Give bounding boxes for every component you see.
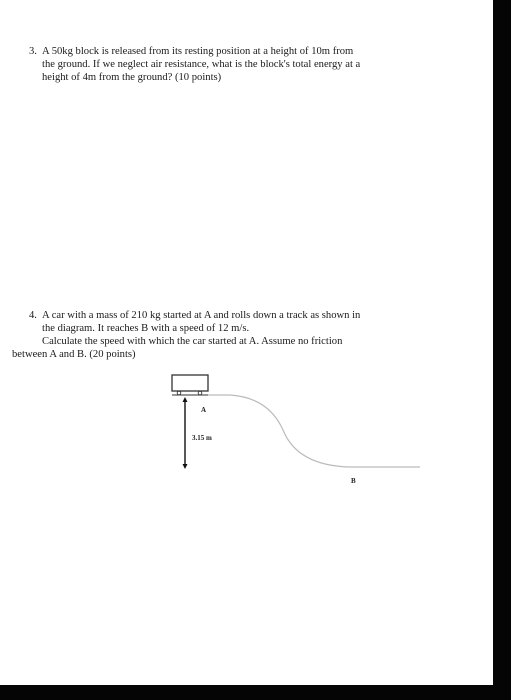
point-a-label: A [201,406,207,414]
height-arrow-head-bottom [183,464,188,469]
bottom-border [0,685,511,700]
car-wheel [198,391,202,395]
track-diagram [150,370,430,490]
question-4-number: 4. [29,310,37,321]
question-3-text-line: the ground. If we neglect air resistance, what is the block's total energy at a [42,59,361,70]
question-3-text-line: height of 4m from the ground? (10 points) [42,72,222,83]
question-4-text-line: between A and B. (20 points) [12,349,136,360]
right-border [493,0,511,700]
question-4-text-line: A car with a mass of 210 kg started at A and rolls down a track as shown in [42,310,361,321]
question-4-text-line: the diagram. It reaches B with a speed of 12 m/s. [42,323,250,334]
height-arrow-head-top [183,397,188,402]
car-body [172,375,208,391]
track-curve [208,395,420,467]
car-wheel [177,391,181,395]
question-4-text-line: Calculate the speed with which the car started at A. Assume no friction [42,336,343,347]
question-3-number: 3. [29,46,37,57]
question-3-text-line: A 50kg block is released from its resting position at a height of 10m from [42,46,354,57]
point-b-label: B [351,477,356,485]
height-label: 3.15 m [192,434,212,442]
